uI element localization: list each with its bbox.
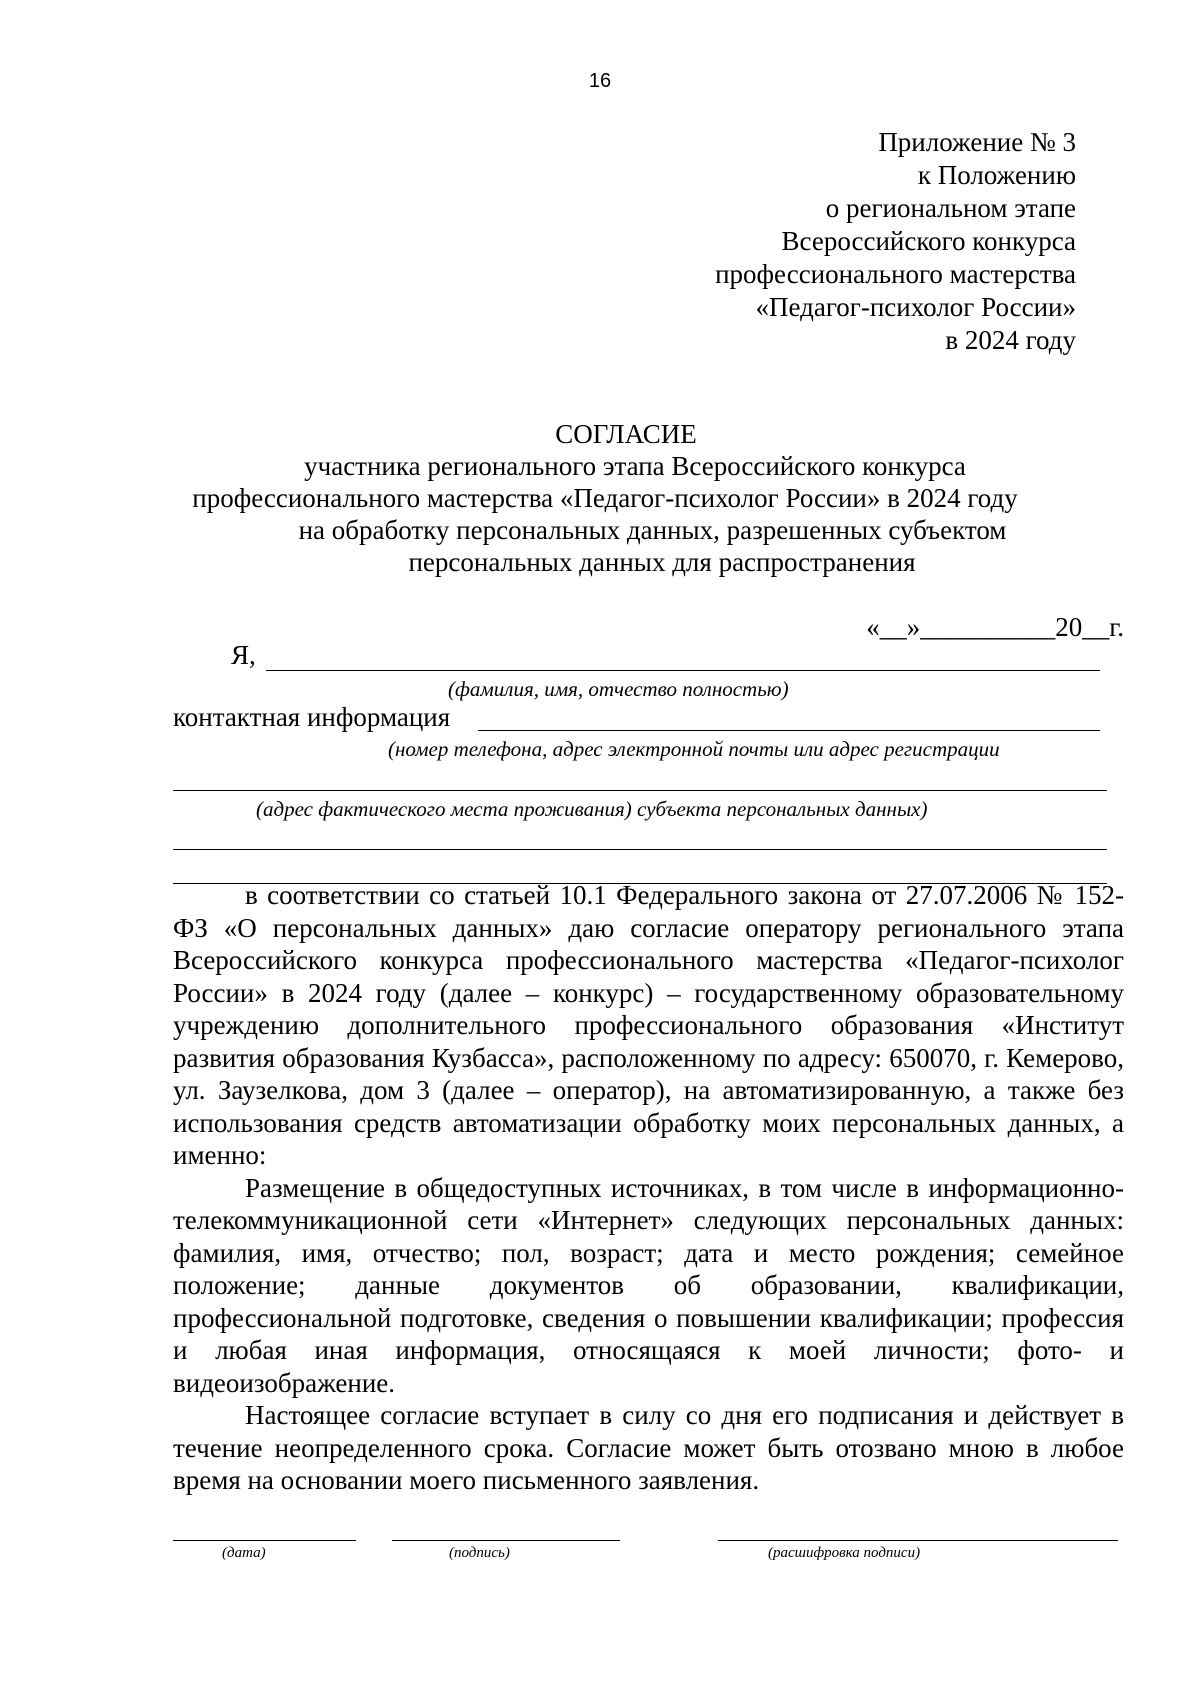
fio-hint: (фамилия, имя, отчество полностью) — [448, 677, 789, 701]
address-hint: (адрес фактического места проживания) субъекта персональных данных) — [256, 797, 928, 821]
contact-field-line[interactable] — [478, 730, 1100, 731]
date-line: «__»__________20__г. — [866, 612, 1124, 642]
signature-date-line[interactable] — [173, 1540, 356, 1541]
appendix-line: «Педагог-психолог России» — [755, 292, 1076, 322]
title-line: персональных данных для распространения — [408, 547, 916, 577]
signature-sign-hint: (подпись) — [449, 1545, 510, 1561]
appendix-header — [715, 126, 1076, 357]
signature-sign-line[interactable] — [392, 1540, 620, 1541]
consent-paragraph: Настоящее согласие вступает в силу со дня его подписания и действует в течение неопределенного срока. Согласие может быть отозвано мною в любое время на основании моего письменного заявления. — [173, 1400, 1124, 1495]
consent-body — [173, 879, 1124, 1497]
title-heading: СОГЛАСИЕ — [555, 419, 697, 449]
appendix-line: о региональном этапе — [825, 193, 1076, 223]
appendix-line: Всероссийского конкурса — [781, 226, 1076, 256]
signature-date-hint: (дата) — [222, 1545, 266, 1561]
address-field-line[interactable] — [173, 790, 1107, 791]
title-line: на обработку персональных данных, разрешенных субъектом — [298, 515, 1007, 545]
title-line: профессионального мастерства «Педагог-психолог России» в 2024 году — [192, 483, 1018, 513]
page-number: 16 — [588, 70, 612, 92]
ya-label: Я, — [231, 640, 256, 670]
document-title — [0, 418, 1200, 578]
appendix-line: в 2024 году — [945, 325, 1076, 355]
address-field-line-2[interactable] — [173, 849, 1107, 850]
signature-decode-hint: (расшифровка подписи) — [768, 1545, 921, 1561]
consent-paragraph: Размещение в общедоступных источниках, в том числе в информационно-телекоммуникационной сети «Интернет» следующих персональных данных: фамилия, имя, отчество; пол, возраст; дата и место рождения; семейное положение; данные документов об образовании, квалификации, профессиональной подготовке, сведения о повышении квалификации; профессия и любая иная информация, относящаяся к моей личности; фото- и видеоизображение. — [173, 1172, 1124, 1398]
appendix-line: Приложение № 3 — [878, 127, 1076, 157]
consent-paragraph: в соответствии со статьей 10.1 Федерального закона от 27.07.2006 № 152-ФЗ «О персональных данных» даю согласие оператору регионального этапа Всероссийского конкурса профессионального мастерства «Педагог-психолог России» в 2024 году (далее – конкурс) – государственному образовательному учреждению дополнительного профессионального образования «Институт развития образования Кузбасса», расположенному по адресу: 650070, г. Кемерово, ул. Заузелкова, дом 3 (далее – оператор), на автоматизированную, а также без использования средств автоматизации обработку моих персональных данных, а именно: — [173, 880, 1124, 1170]
appendix-line: профессионального мастерства — [715, 259, 1076, 289]
contact-hint: (номер телефона, адрес электронной почты или адрес регистрации — [388, 737, 1000, 761]
contact-label: контактная информация — [173, 702, 451, 732]
appendix-line: к Положению — [917, 160, 1076, 190]
signature-decode-line[interactable] — [718, 1540, 1118, 1541]
fio-field-line[interactable] — [266, 670, 1100, 671]
title-line: участника регионального этапа Всероссийского конкурса — [304, 451, 966, 481]
